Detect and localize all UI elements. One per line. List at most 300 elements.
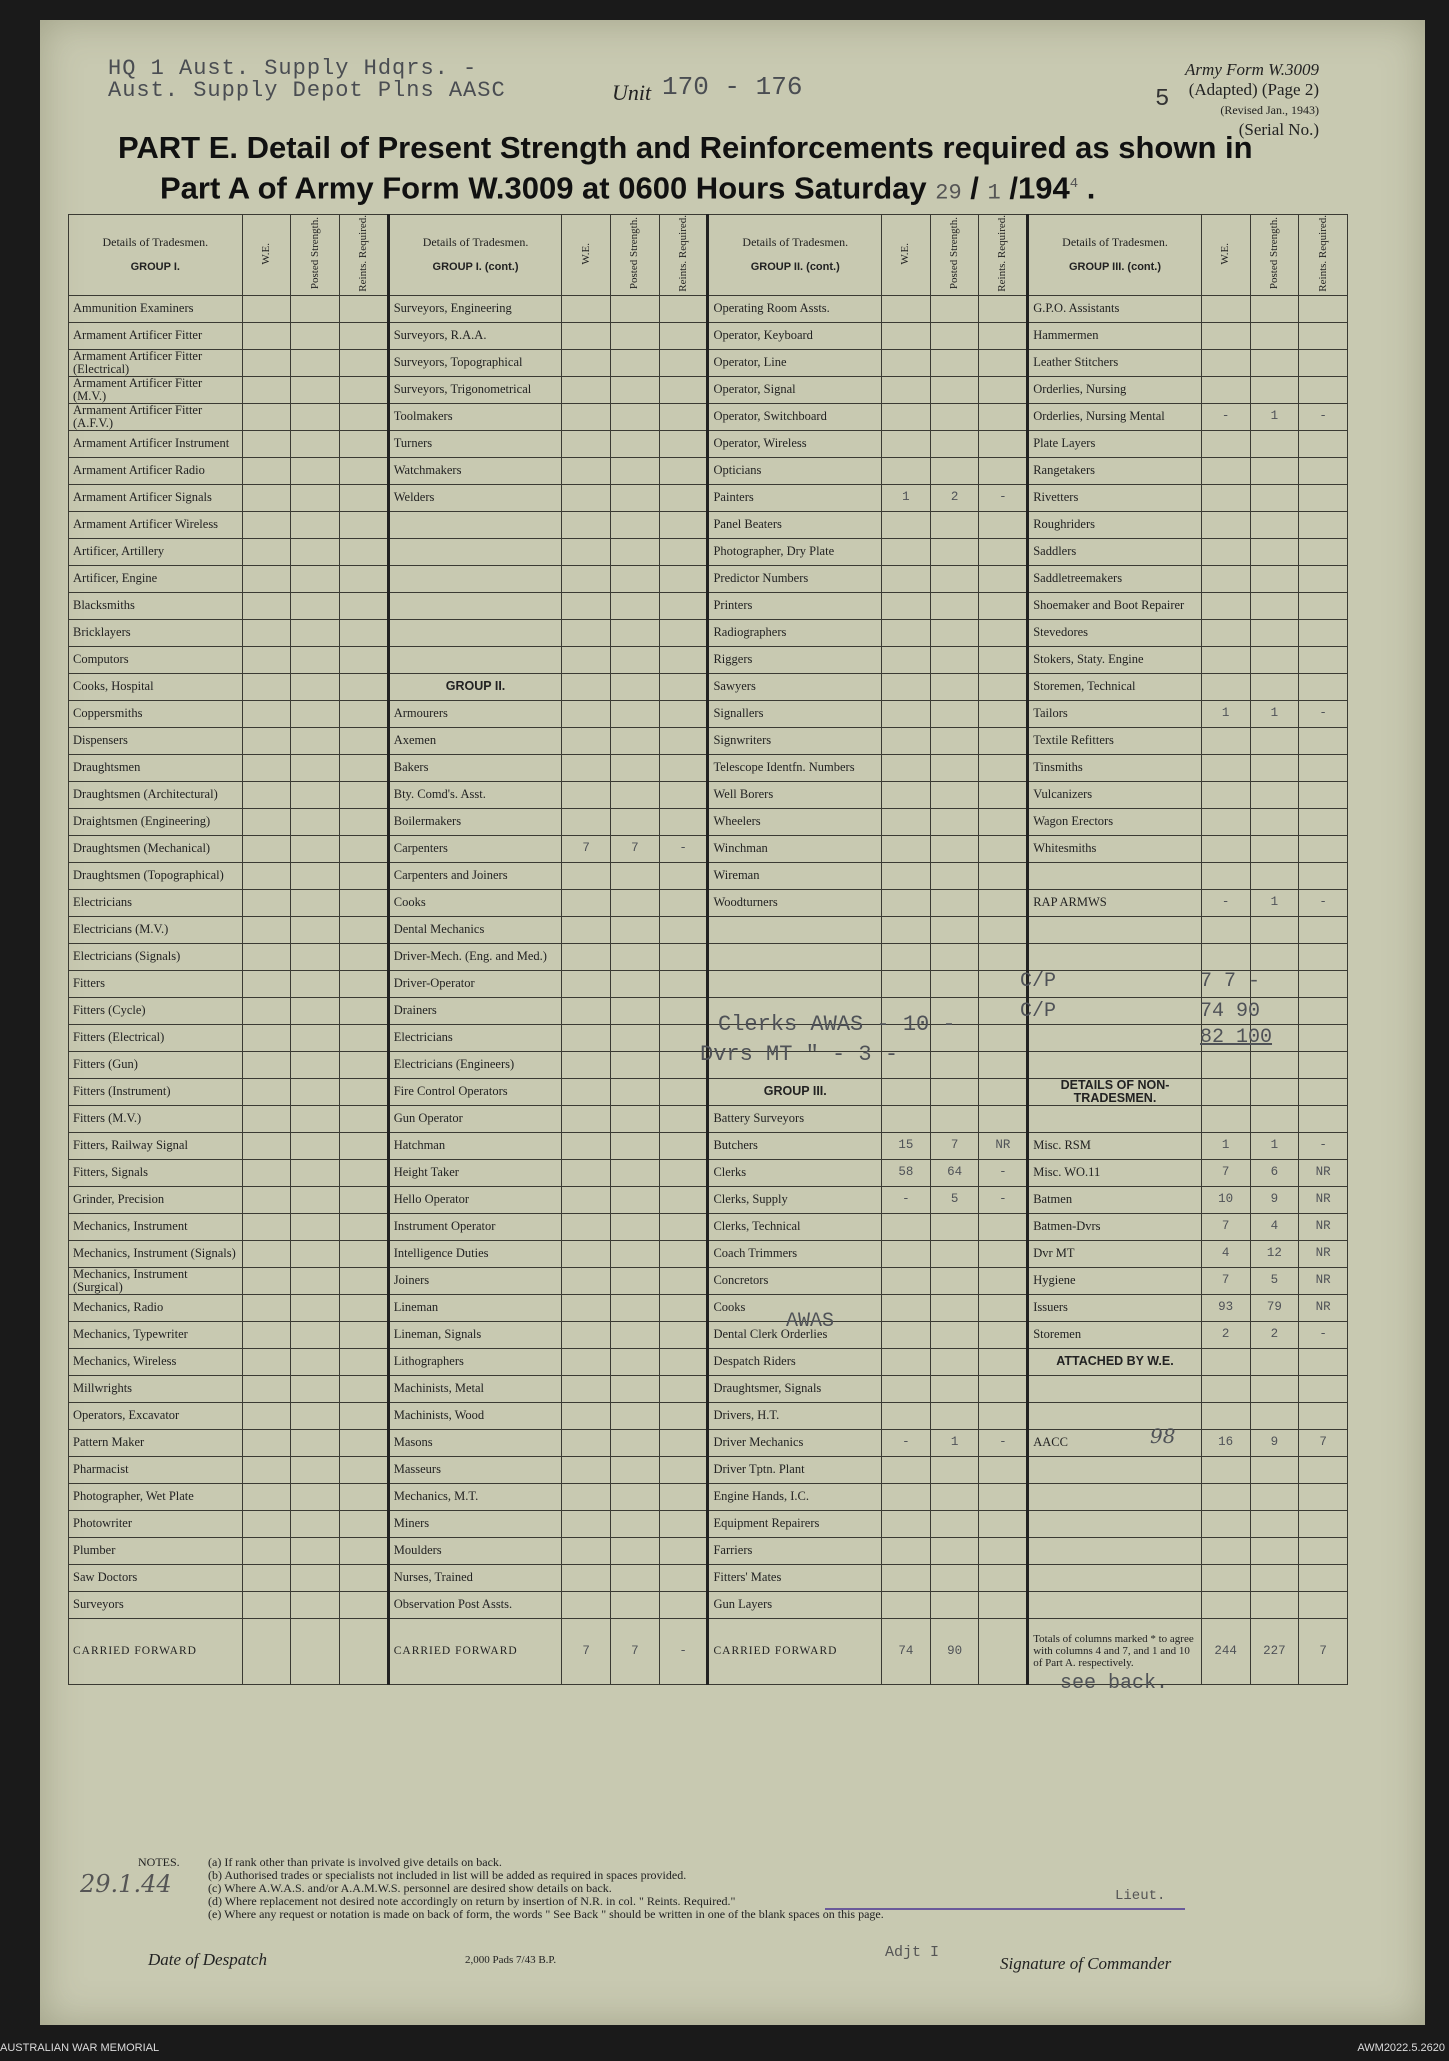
- posted-value: [930, 808, 979, 835]
- reints-value: [659, 1321, 708, 1348]
- posted-value: [930, 700, 979, 727]
- reints-value: [340, 619, 389, 646]
- table-row: [69, 538, 1348, 565]
- we-value: [242, 403, 291, 430]
- we-value: [562, 403, 611, 430]
- posted-value: [291, 457, 340, 484]
- posted-value: [611, 376, 660, 403]
- table-row: [69, 862, 1348, 889]
- posted-value: [291, 295, 340, 322]
- we-value: [882, 754, 931, 781]
- we-value: [882, 1456, 931, 1483]
- posted-value: [930, 646, 979, 673]
- we-value: [562, 349, 611, 376]
- trade-label: Draughtsmen: [69, 754, 243, 781]
- reints-value: [340, 1024, 389, 1051]
- posted-value: [291, 403, 340, 430]
- posted-value: 6: [1250, 1159, 1299, 1186]
- posted-value: 4: [1250, 1213, 1299, 1240]
- trade-label: [1028, 1051, 1202, 1078]
- reints-value: [659, 1105, 708, 1132]
- posted-value: [611, 484, 660, 511]
- trade-label: [708, 970, 882, 997]
- reints-value: [979, 700, 1028, 727]
- reints-value: [659, 1483, 708, 1510]
- reints-value: [1299, 673, 1348, 700]
- trade-label: Concretors: [708, 1267, 882, 1294]
- we-value: [1201, 1456, 1250, 1483]
- trade-label: Surveyors, R.A.A.: [388, 322, 562, 349]
- we-value: [242, 1105, 291, 1132]
- we-value: [562, 1024, 611, 1051]
- table-row: [69, 1078, 1348, 1105]
- table-row: [69, 592, 1348, 619]
- posted-value: [291, 565, 340, 592]
- trade-label: Batmen-Dvrs: [1028, 1213, 1202, 1240]
- table-row: [69, 1186, 1348, 1213]
- posted-value: [1250, 1456, 1299, 1483]
- trade-label: Driver Mechanics: [708, 1429, 882, 1456]
- we-value: [882, 592, 931, 619]
- posted-value: [291, 754, 340, 781]
- reints-value: [1299, 1348, 1348, 1375]
- trade-label: Electricians: [388, 1024, 562, 1051]
- posted-value: [291, 1267, 340, 1294]
- trade-label: Lineman, Signals: [388, 1321, 562, 1348]
- trade-label: Storemen, Technical: [1028, 673, 1202, 700]
- total-reints: 7: [1299, 1618, 1348, 1684]
- posted-value: [291, 1105, 340, 1132]
- trade-label: Misc. WO.11: [1028, 1159, 1202, 1186]
- notes-label: NOTES.: [138, 1855, 180, 1869]
- posted-value: [611, 565, 660, 592]
- we-value: [1201, 295, 1250, 322]
- posted-value: [930, 1213, 979, 1240]
- we-value: 4: [1201, 1240, 1250, 1267]
- we-value: [242, 592, 291, 619]
- reints-value: [659, 1186, 708, 1213]
- we-value: [242, 997, 291, 1024]
- trade-label: [1028, 1510, 1202, 1537]
- posted-value: [1250, 1105, 1299, 1132]
- we-value: [562, 1159, 611, 1186]
- trade-label: [1028, 862, 1202, 889]
- posted-value: [1250, 349, 1299, 376]
- posted-value: [291, 646, 340, 673]
- we-value: [242, 1456, 291, 1483]
- we-value: [562, 565, 611, 592]
- posted-value: [930, 916, 979, 943]
- reints-value: [340, 592, 389, 619]
- trade-label: Photographer, Wet Plate: [69, 1483, 243, 1510]
- posted-value: [930, 727, 979, 754]
- we-value: [562, 1456, 611, 1483]
- reints-value: [659, 1510, 708, 1537]
- reints-value: [659, 1267, 708, 1294]
- col-posted: Posted Strength.: [1250, 215, 1299, 296]
- reints-value: [659, 322, 708, 349]
- we-value: [562, 1186, 611, 1213]
- trade-label: Tailors: [1028, 700, 1202, 727]
- table-row: [69, 484, 1348, 511]
- reints-value: [659, 1456, 708, 1483]
- we-value: [562, 322, 611, 349]
- totals-label: Totals of columns marked * to agree with columns 4 and 7, and 1 and 10 of Part A. respectively.: [1028, 1618, 1202, 1684]
- we-value: [562, 1375, 611, 1402]
- we-value: [242, 565, 291, 592]
- reints-value: [659, 1429, 708, 1456]
- reints-value: [979, 1591, 1028, 1618]
- cf-g2-reints: -: [659, 1618, 708, 1684]
- col-we: W.E.: [882, 215, 931, 296]
- reints-value: NR: [1299, 1186, 1348, 1213]
- posted-value: [1250, 862, 1299, 889]
- trade-label: Vulcanizers: [1028, 781, 1202, 808]
- reints-value: NR: [1299, 1240, 1348, 1267]
- posted-value: [291, 1510, 340, 1537]
- col-we: W.E.: [242, 215, 291, 296]
- trade-label: Fitters' Mates: [708, 1564, 882, 1591]
- posted-value: [611, 1294, 660, 1321]
- trade-label: Operator, Line: [708, 349, 882, 376]
- reints-value: [1299, 457, 1348, 484]
- reints-value: [659, 403, 708, 430]
- trade-label: Operator, Keyboard: [708, 322, 882, 349]
- trade-label: Draughtsmen (Topographical): [69, 862, 243, 889]
- table-row: [69, 295, 1348, 322]
- trade-label: Operating Room Assts.: [708, 295, 882, 322]
- trade-label: Mechanics, M.T.: [388, 1483, 562, 1510]
- trade-label: Clerks, Supply: [708, 1186, 882, 1213]
- we-value: [882, 943, 931, 970]
- reints-value: -: [1299, 700, 1348, 727]
- form-ref-line2: (Adapted) (Page 2): [1188, 80, 1319, 99]
- we-value: [1201, 565, 1250, 592]
- posted-value: [1250, 1051, 1299, 1078]
- reints-value: [659, 943, 708, 970]
- posted-value: 7: [930, 1132, 979, 1159]
- we-value: [1201, 1483, 1250, 1510]
- reints-value: [979, 1078, 1028, 1105]
- archive-credit: AUSTRALIAN WAR MEMORIAL: [0, 2042, 160, 2054]
- reints-value: [659, 1213, 708, 1240]
- trade-label: Electricians (Engineers): [388, 1051, 562, 1078]
- reints-value: [979, 835, 1028, 862]
- date-year-digit: 4: [1069, 176, 1079, 192]
- reints-value: [1299, 511, 1348, 538]
- posted-value: [611, 862, 660, 889]
- total-posted: 227: [1250, 1618, 1299, 1684]
- reints-value: -: [1299, 1321, 1348, 1348]
- trade-label: Fitters (M.V.): [69, 1105, 243, 1132]
- trade-label: Lithographers: [388, 1348, 562, 1375]
- col-posted: Posted Strength.: [611, 215, 660, 296]
- we-value: [882, 1591, 931, 1618]
- table-row: [69, 970, 1348, 997]
- unit-label: Unit: [612, 80, 652, 105]
- reints-value: [979, 1564, 1028, 1591]
- trade-label: Carpenters: [388, 835, 562, 862]
- posted-value: [611, 1591, 660, 1618]
- col-reints: Reints. Required.: [340, 215, 389, 296]
- we-value: [1201, 781, 1250, 808]
- posted-value: 1: [1250, 1132, 1299, 1159]
- we-value: 16: [1201, 1429, 1250, 1456]
- reints-value: NR: [1299, 1159, 1348, 1186]
- posted-value: [611, 1321, 660, 1348]
- reints-value: [1299, 322, 1348, 349]
- posted-value: [930, 430, 979, 457]
- we-value: [242, 1375, 291, 1402]
- form-ref-line3: (Revised Jan., 1943): [1220, 103, 1319, 117]
- table-row: [69, 1240, 1348, 1267]
- posted-value: [930, 295, 979, 322]
- we-value: [1201, 754, 1250, 781]
- we-value: [562, 1483, 611, 1510]
- posted-value: [930, 1402, 979, 1429]
- reints-value: [979, 1375, 1028, 1402]
- reints-value: [659, 727, 708, 754]
- reints-value: [659, 781, 708, 808]
- reints-value: [340, 457, 389, 484]
- reints-value: [340, 484, 389, 511]
- table-row: [69, 565, 1348, 592]
- reints-value: [340, 565, 389, 592]
- table-row: [69, 376, 1348, 403]
- we-value: [1201, 646, 1250, 673]
- posted-value: [930, 1483, 979, 1510]
- trade-label: Pattern Maker: [69, 1429, 243, 1456]
- trade-label: Armament Artificer Fitter (Electrical): [69, 349, 243, 376]
- reints-value: [340, 997, 389, 1024]
- reints-value: [659, 997, 708, 1024]
- we-value: [562, 295, 611, 322]
- posted-value: [291, 997, 340, 1024]
- carried-forward-label: CARRIED FORWARD: [708, 1618, 882, 1684]
- we-value: 7: [1201, 1159, 1250, 1186]
- trade-label: Riggers: [708, 646, 882, 673]
- trade-label: Ammunition Examiners: [69, 295, 243, 322]
- posted-value: [291, 1078, 340, 1105]
- we-value: [1201, 916, 1250, 943]
- we-value: 7: [1201, 1213, 1250, 1240]
- trade-label: Electricians (M.V.): [69, 916, 243, 943]
- reints-value: [659, 619, 708, 646]
- we-value: [562, 511, 611, 538]
- we-value: [882, 1348, 931, 1375]
- trade-label: Hygiene: [1028, 1267, 1202, 1294]
- trade-label: Dental Clerk Orderlies: [708, 1321, 882, 1348]
- posted-value: [930, 943, 979, 970]
- reints-value: [1299, 862, 1348, 889]
- reints-value: [979, 1240, 1028, 1267]
- trade-label: [388, 565, 562, 592]
- trade-label: Predictor Numbers: [708, 565, 882, 592]
- we-value: [562, 1591, 611, 1618]
- reints-value: [340, 349, 389, 376]
- posted-value: 12: [1250, 1240, 1299, 1267]
- trade-label: Stevedores: [1028, 619, 1202, 646]
- we-value: [882, 1321, 931, 1348]
- form-ref-line4: (Serial No.): [1238, 120, 1319, 139]
- trade-label: Fitters (Gun): [69, 1051, 243, 1078]
- reints-value: [1299, 1483, 1348, 1510]
- trade-label: Operator, Switchboard: [708, 403, 882, 430]
- we-value: [242, 835, 291, 862]
- trade-label: Masons: [388, 1429, 562, 1456]
- trade-label: Telescope Identfn. Numbers: [708, 754, 882, 781]
- posted-value: [291, 1456, 340, 1483]
- trade-label: G.P.O. Assistants: [1028, 295, 1202, 322]
- reints-value: [340, 781, 389, 808]
- posted-value: [1250, 1564, 1299, 1591]
- trade-label: [1028, 1105, 1202, 1132]
- reints-value: [1299, 916, 1348, 943]
- table-row: [69, 889, 1348, 916]
- we-value: [562, 619, 611, 646]
- posted-value: [291, 1537, 340, 1564]
- reints-value: [1299, 835, 1348, 862]
- reints-value: [340, 1510, 389, 1537]
- posted-value: [611, 1537, 660, 1564]
- reints-value: [340, 646, 389, 673]
- table-row: [69, 1348, 1348, 1375]
- trade-label: Electricians (Signals): [69, 943, 243, 970]
- table-row: [69, 457, 1348, 484]
- col-reints: Reints. Required.: [659, 215, 708, 296]
- we-value: [562, 1510, 611, 1537]
- posted-value: [611, 538, 660, 565]
- trade-label: Painters: [708, 484, 882, 511]
- col-we: W.E.: [1201, 215, 1250, 296]
- table-row: [69, 808, 1348, 835]
- posted-value: [930, 1537, 979, 1564]
- we-value: [1201, 862, 1250, 889]
- posted-value: 2: [1250, 1321, 1299, 1348]
- trade-label: Rivetters: [1028, 484, 1202, 511]
- posted-value: [291, 1024, 340, 1051]
- unit-name-line1: HQ 1 Aust. Supply Hdqrs. -: [108, 56, 478, 81]
- reints-value: [1299, 484, 1348, 511]
- posted-value: [1250, 1537, 1299, 1564]
- we-value: [242, 916, 291, 943]
- we-value: [1201, 727, 1250, 754]
- we-value: [242, 781, 291, 808]
- reints-value: [340, 1051, 389, 1078]
- posted-value: [1250, 376, 1299, 403]
- reints-value: [1299, 646, 1348, 673]
- we-value: [562, 1051, 611, 1078]
- trade-label: Machinists, Wood: [388, 1402, 562, 1429]
- trade-label: [1028, 1564, 1202, 1591]
- posted-value: [611, 1267, 660, 1294]
- posted-value: 9: [1250, 1429, 1299, 1456]
- we-value: [562, 538, 611, 565]
- posted-value: [611, 727, 660, 754]
- posted-value: [291, 673, 340, 700]
- form-ref-line1: Army Form W.3009: [1185, 60, 1319, 79]
- posted-value: [1250, 673, 1299, 700]
- reints-value: [979, 943, 1028, 970]
- trade-label: [708, 943, 882, 970]
- reints-value: [1299, 1591, 1348, 1618]
- print-info: 2,000 Pads 7/43 B.P.: [465, 1954, 557, 1966]
- posted-value: [1250, 835, 1299, 862]
- posted-value: [930, 1510, 979, 1537]
- posted-value: [611, 511, 660, 538]
- table-row: [69, 1375, 1348, 1402]
- trade-label: Computors: [69, 646, 243, 673]
- reints-value: [659, 1375, 708, 1402]
- posted-value: [611, 808, 660, 835]
- posted-value: [1250, 646, 1299, 673]
- we-value: [1201, 511, 1250, 538]
- trade-label: Printers: [708, 592, 882, 619]
- trade-label: [708, 916, 882, 943]
- posted-value: [611, 943, 660, 970]
- trade-label: RAP ARMWS: [1028, 889, 1202, 916]
- posted-value: [291, 808, 340, 835]
- trade-label: [1028, 1537, 1202, 1564]
- posted-value: [1250, 1483, 1299, 1510]
- reints-value: [1299, 1510, 1348, 1537]
- reints-value: [979, 889, 1028, 916]
- we-value: [562, 376, 611, 403]
- table-row: [69, 700, 1348, 727]
- reints-value: [979, 1348, 1028, 1375]
- reints-value: [659, 457, 708, 484]
- reints-value: [979, 1483, 1028, 1510]
- reints-value: [340, 916, 389, 943]
- posted-value: [930, 565, 979, 592]
- trade-label: Butchers: [708, 1132, 882, 1159]
- note-item: (c) Where A.W.A.S. and/or A.A.M.W.S. personnel are desired show details on back.: [208, 1881, 612, 1895]
- we-value: [882, 1294, 931, 1321]
- posted-value: [291, 538, 340, 565]
- posted-value: [930, 1591, 979, 1618]
- we-value: 1: [1201, 700, 1250, 727]
- reints-value: [340, 1402, 389, 1429]
- reints-value: [659, 673, 708, 700]
- we-value: [562, 1267, 611, 1294]
- trade-label: Draightsmen (Engineering): [69, 808, 243, 835]
- trade-label: [388, 538, 562, 565]
- trade-label: Instrument Operator: [388, 1213, 562, 1240]
- trade-label: Winchman: [708, 835, 882, 862]
- table-body: [69, 295, 1348, 1618]
- posted-value: [611, 322, 660, 349]
- we-value: [242, 619, 291, 646]
- reints-value: [1299, 1078, 1348, 1105]
- trade-label: [388, 592, 562, 619]
- reints-value: [1299, 808, 1348, 835]
- we-value: 2: [1201, 1321, 1250, 1348]
- accession-number: AWM2022.5.2620: [1357, 2042, 1445, 2054]
- we-value: [1201, 835, 1250, 862]
- reints-value: [979, 1537, 1028, 1564]
- reints-value: [1299, 1402, 1348, 1429]
- trade-label: Intelligence Duties: [388, 1240, 562, 1267]
- we-value: [562, 1348, 611, 1375]
- trade-label: Machinists, Metal: [388, 1375, 562, 1402]
- posted-value: [611, 403, 660, 430]
- we-value: [1201, 484, 1250, 511]
- we-value: [242, 889, 291, 916]
- trade-label: Sawyers: [708, 673, 882, 700]
- posted-value: [291, 943, 340, 970]
- posted-value: [611, 349, 660, 376]
- reints-value: [979, 565, 1028, 592]
